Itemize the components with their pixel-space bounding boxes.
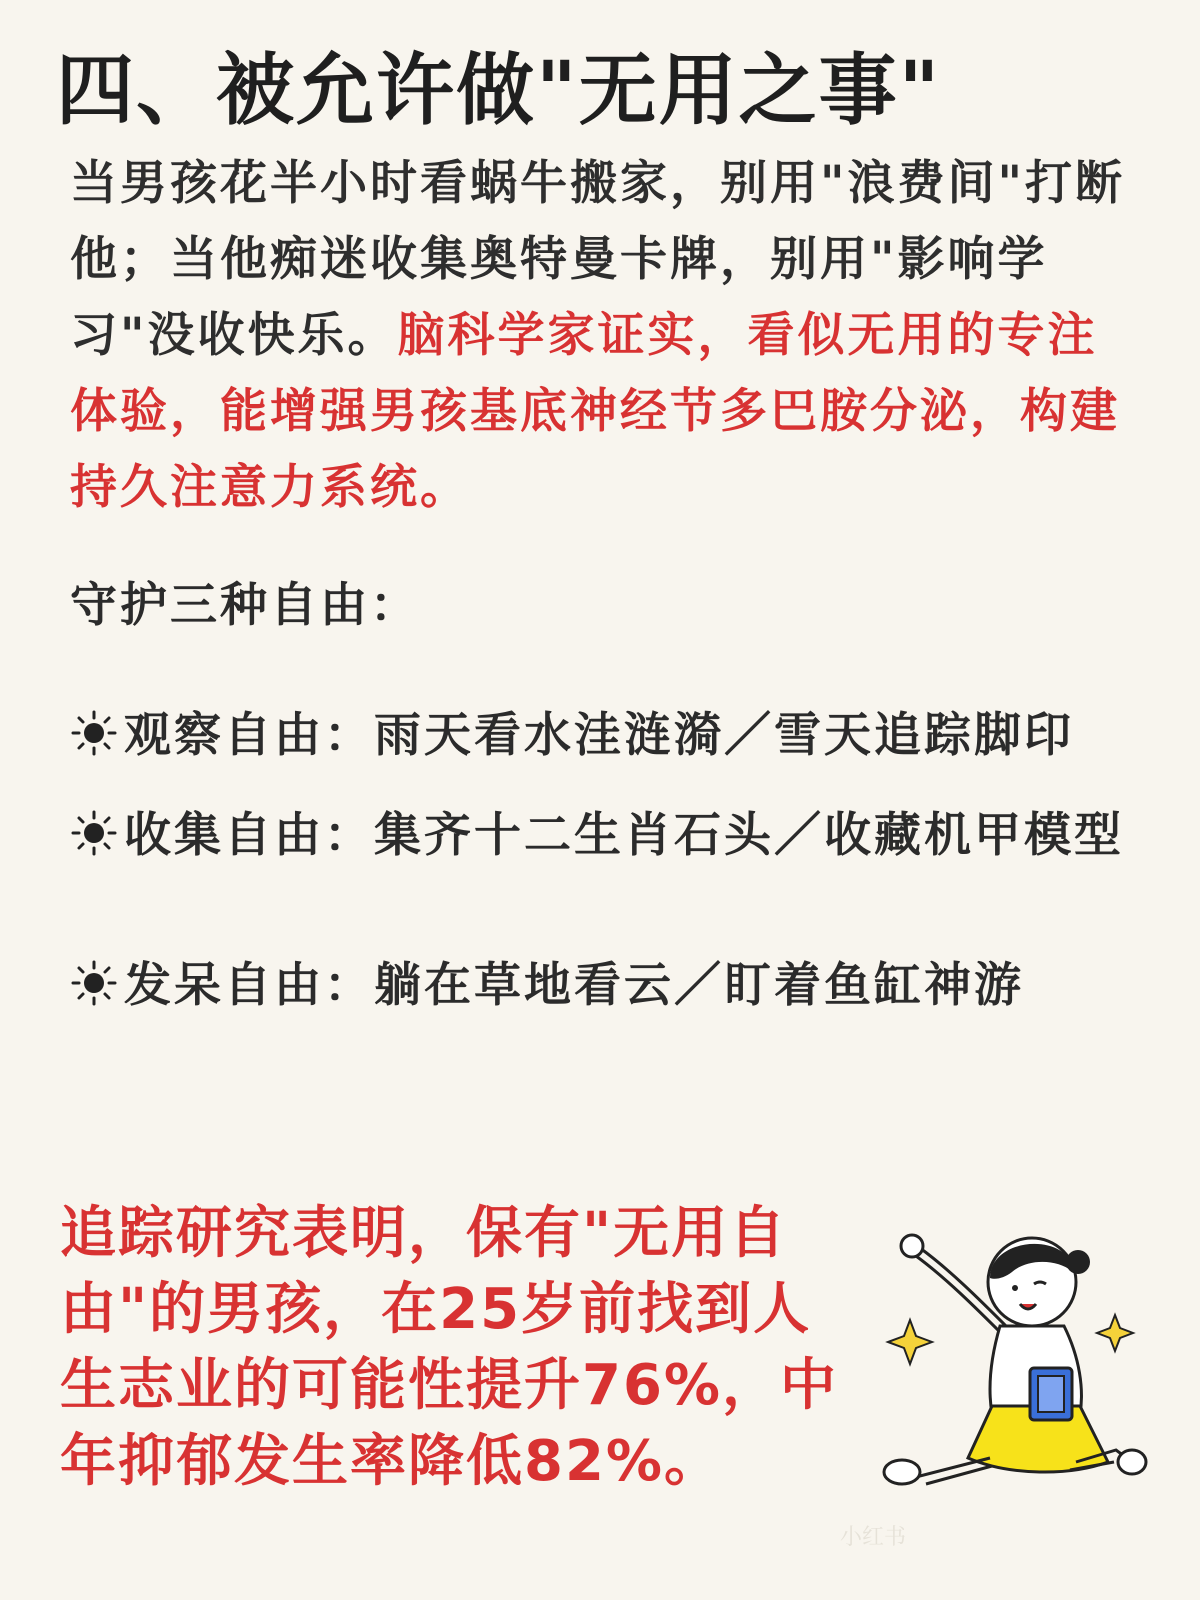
- sun-icon: [70, 709, 122, 757]
- freedom-item-observe: 观察自由：雨天看水洼涟漪／雪天追踪脚印: [70, 700, 1150, 772]
- freedom-label: 收集自由: [124, 808, 324, 863]
- conclusion-text: 追踪研究表明，保有"无用自由"的男孩，在25岁前找到人生志业的可能性提升76%，中年抑郁发生率降低82%。: [60, 1201, 839, 1494]
- freedom-text: 躺在草地看云／盯着鱼缸神游: [374, 958, 1024, 1013]
- intro-paragraph: [70, 146, 1130, 526]
- freedom-item-collect: 收集自由：集齐十二生肖石头／收藏机甲模型: [70, 800, 1150, 872]
- freedom-text: 雨天看水洼涟漪／雪天追踪脚印: [374, 708, 1074, 763]
- freedom-text: 集齐十二生肖石头／收藏机甲模型: [374, 808, 1124, 863]
- freedom-label: 观察自由: [124, 708, 324, 763]
- sun-icon: [70, 809, 122, 857]
- intro-highlight: 脑科学家证实，看似无用的专注体验，能增强男孩基底神经节多巴胺分泌，构建持久注意力系统。: [70, 308, 1120, 515]
- sun-icon: [70, 959, 122, 1007]
- page-title: 四、被允许做"无用之事": [56, 46, 942, 136]
- section-subheading: 守护三种自由：: [70, 578, 420, 633]
- freedom-label: 发呆自由: [124, 958, 324, 1013]
- intro-text: 当男孩花半小时看蜗牛搬家，别用"浪费间"打断他；当他痴迷收集奥特曼卡牌，别用"影响学习"没收快乐。: [70, 156, 1125, 363]
- freedom-item-daydream: 发呆自由：躺在草地看云／盯着鱼缸神游: [70, 950, 1150, 1022]
- watermark: 小红书: [840, 1525, 907, 1550]
- running-girl-illustration: [880, 1200, 1150, 1500]
